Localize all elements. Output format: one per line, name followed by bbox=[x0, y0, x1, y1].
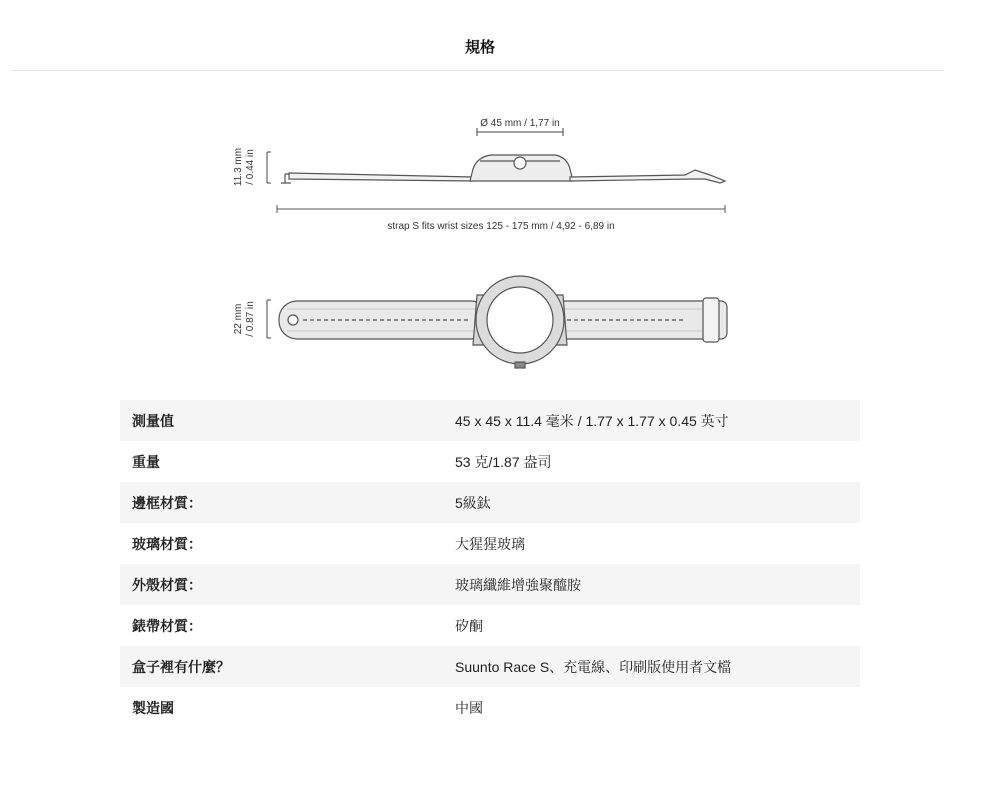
spec-label: 外殼材質： bbox=[132, 576, 202, 593]
thickness-in-label: / 0.44 in bbox=[245, 149, 256, 185]
spec-label: 製造國 bbox=[132, 699, 174, 716]
spec-row bbox=[120, 400, 860, 441]
spec-table bbox=[120, 400, 860, 728]
spec-row bbox=[120, 523, 860, 564]
spec-value: 5級鈦 bbox=[455, 494, 491, 511]
watch-top-view bbox=[279, 276, 727, 368]
page-title: 規格 bbox=[464, 39, 495, 56]
spec-row bbox=[120, 605, 860, 646]
spec-label: 邊框材質： bbox=[132, 494, 202, 511]
spec-value: 53 克/1.87 盎司 bbox=[455, 453, 552, 470]
spec-value: 45 x 45 x 11.4 毫米 / 1.77 x 1.77 x 0.45 英寸 bbox=[455, 412, 729, 429]
spec-value: Suunto Race S、充電線、印刷版使用者文檔 bbox=[455, 658, 732, 675]
title-divider bbox=[12, 70, 944, 71]
spec-value: 中國 bbox=[455, 699, 483, 716]
spec-label: 玻璃材質： bbox=[132, 535, 202, 552]
spec-row bbox=[120, 564, 860, 605]
width-in-label: / 0.87 in bbox=[245, 301, 256, 337]
watch-dimension-diagram bbox=[215, 105, 745, 385]
spec-row bbox=[120, 441, 860, 482]
diameter-label: Ø 45 mm / 1,77 in bbox=[480, 118, 560, 129]
watch-drawing bbox=[215, 105, 745, 385]
watch-side-view bbox=[281, 155, 725, 183]
spec-label: 重量 bbox=[132, 453, 160, 470]
spec-value: 矽酮 bbox=[455, 617, 483, 634]
spec-row bbox=[120, 482, 860, 523]
spec-value: 玻璃纖維增強聚醯胺 bbox=[455, 576, 581, 593]
spec-row bbox=[120, 687, 860, 728]
spec-value: 大猩猩玻璃 bbox=[455, 535, 525, 552]
strap-size-label: strap S fits wrist sizes 125 - 175 mm / 4,92 - 6,89 in bbox=[387, 221, 615, 232]
spec-row bbox=[120, 646, 860, 687]
spec-label: 測量值 bbox=[132, 412, 174, 429]
spec-label: 盒子裡有什麼？ bbox=[132, 658, 230, 675]
width-mm-label: 22 mm bbox=[233, 303, 244, 335]
spec-label: 錶帶材質： bbox=[132, 617, 202, 634]
thickness-mm-label: 11.3 mm bbox=[233, 147, 244, 187]
